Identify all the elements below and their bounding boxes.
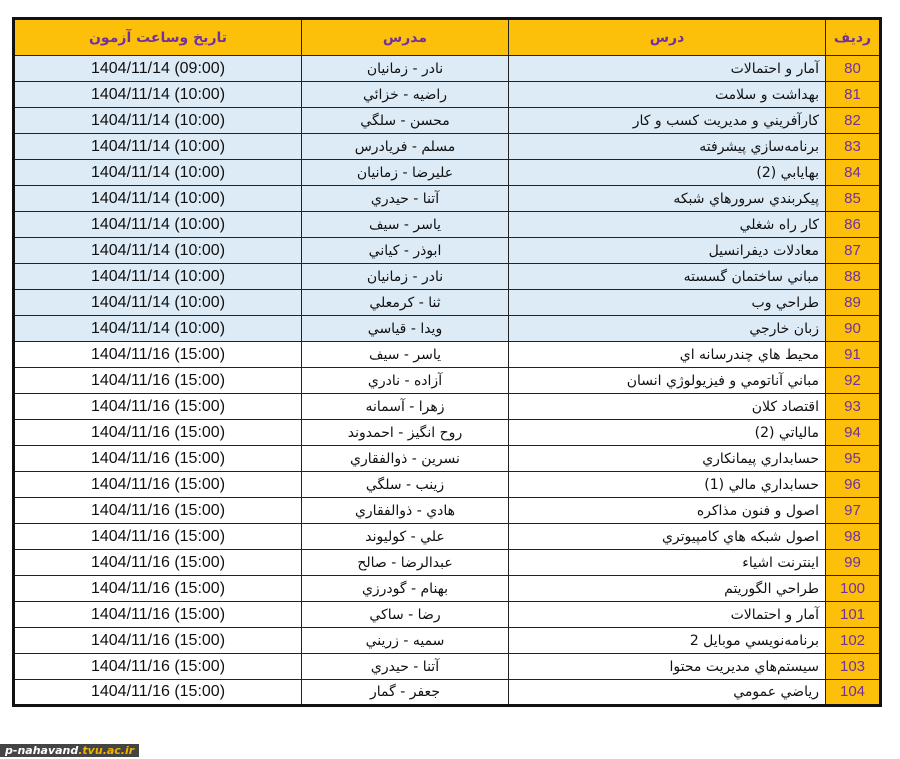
row-number: 96 [826, 472, 881, 498]
exam-datetime: 1404/11/14 (10:00) [14, 264, 302, 290]
course-name: مباني ساختمان گسسته [509, 264, 826, 290]
row-number: 98 [826, 524, 881, 550]
table-row [14, 160, 881, 186]
watermark [0, 744, 139, 757]
teacher-name: ويدا - قياسي [302, 316, 509, 342]
row-number: 90 [826, 316, 881, 342]
teacher-name: روح انگيز - احمدوند [302, 420, 509, 446]
teacher-name: آتنا - حيدري [302, 654, 509, 680]
exam-datetime: 1404/11/16 (15:00) [14, 368, 302, 394]
table-row [14, 134, 881, 160]
teacher-name: محسن - سلگي [302, 108, 509, 134]
table-row [14, 186, 881, 212]
row-number: 91 [826, 342, 881, 368]
teacher-name: نسرين - ذوالفقاري [302, 446, 509, 472]
exam-datetime: 1404/11/16 (15:00) [14, 524, 302, 550]
table-row [14, 550, 881, 576]
exam-datetime: 1404/11/16 (15:00) [14, 394, 302, 420]
exam-datetime: 1404/11/16 (15:00) [14, 342, 302, 368]
table-row [14, 56, 881, 82]
teacher-name: ابوذر - کياني [302, 238, 509, 264]
row-number: 83 [826, 134, 881, 160]
exam-datetime: 1404/11/16 (15:00) [14, 498, 302, 524]
table-row [14, 238, 881, 264]
teacher-name: ياسر - سيف [302, 342, 509, 368]
course-name: آمار و احتمالات [509, 56, 826, 82]
table-row [14, 602, 881, 628]
exam-datetime: 1404/11/16 (15:00) [14, 680, 302, 706]
table-row [14, 446, 881, 472]
table-row [14, 82, 881, 108]
teacher-name: ياسر - سيف [302, 212, 509, 238]
teacher-name: عبدالرضا - صالح [302, 550, 509, 576]
exam-schedule-table [12, 17, 882, 707]
header-row [14, 19, 881, 56]
teacher-name: مسلم - فريادرس [302, 134, 509, 160]
watermark-domain: p-nahavand [5, 744, 79, 757]
table-row [14, 212, 881, 238]
table-row [14, 108, 881, 134]
course-name: حسابداري پيمانکاري [509, 446, 826, 472]
teacher-name: سميه - زريني [302, 628, 509, 654]
exam-datetime: 1404/11/16 (15:00) [14, 576, 302, 602]
table-row [14, 654, 881, 680]
header-date: تاریخ وساعت آزمون [14, 19, 302, 56]
teacher-name: زينب - سلگي [302, 472, 509, 498]
row-number: 88 [826, 264, 881, 290]
teacher-name: هادي - ذوالفقاري [302, 498, 509, 524]
exam-datetime: 1404/11/14 (10:00) [14, 108, 302, 134]
exam-datetime: 1404/11/16 (15:00) [14, 550, 302, 576]
course-name: اقتصاد کلان [509, 394, 826, 420]
teacher-name: علي - کوليوند [302, 524, 509, 550]
course-name: طراحي الگوريتم [509, 576, 826, 602]
teacher-name: راضيه - خزائي [302, 82, 509, 108]
teacher-name: بهنام - گودرزي [302, 576, 509, 602]
row-number: 104 [826, 680, 881, 706]
course-name: حسابداري مالي (1) [509, 472, 826, 498]
row-number: 94 [826, 420, 881, 446]
exam-datetime: 1404/11/16 (15:00) [14, 420, 302, 446]
teacher-name: زهرا - آسمانه [302, 394, 509, 420]
course-name: زبان خارجي [509, 316, 826, 342]
table-row [14, 290, 881, 316]
exam-datetime: 1404/11/14 (10:00) [14, 212, 302, 238]
row-number: 85 [826, 186, 881, 212]
course-name: آمار و احتمالات [509, 602, 826, 628]
row-number: 100 [826, 576, 881, 602]
exam-datetime: 1404/11/14 (10:00) [14, 186, 302, 212]
row-number: 81 [826, 82, 881, 108]
course-name: برنامه‌سازي پيشرفته [509, 134, 826, 160]
teacher-name: رضا - ساکي [302, 602, 509, 628]
course-name: مباني آناتومي و فيزيولوژي انسان [509, 368, 826, 394]
course-name: معادلات ديفرانسيل [509, 238, 826, 264]
table-row [14, 628, 881, 654]
table-row [14, 420, 881, 446]
exam-datetime: 1404/11/16 (15:00) [14, 654, 302, 680]
table-row [14, 498, 881, 524]
exam-datetime: 1404/11/14 (10:00) [14, 134, 302, 160]
course-name: مالياتي (2) [509, 420, 826, 446]
exam-datetime: 1404/11/14 (10:00) [14, 82, 302, 108]
course-name: کار راه شغلي [509, 212, 826, 238]
course-name: برنامه‌نويسي موبايل 2 [509, 628, 826, 654]
course-name: محيط هاي چندرسانه اي [509, 342, 826, 368]
teacher-name: جعفر - گمار [302, 680, 509, 706]
exam-datetime: 1404/11/16 (15:00) [14, 446, 302, 472]
table-row [14, 576, 881, 602]
course-name: کارآفريني و مديريت کسب و کار [509, 108, 826, 134]
row-number: 93 [826, 394, 881, 420]
teacher-name: آزاده - نادري [302, 368, 509, 394]
table-row [14, 316, 881, 342]
row-number: 97 [826, 498, 881, 524]
row-number: 92 [826, 368, 881, 394]
course-name: اصول و فنون مذاکره [509, 498, 826, 524]
header-course: درس [509, 19, 826, 56]
row-number: 89 [826, 290, 881, 316]
course-name: اصول شبکه هاي کامپيوتري [509, 524, 826, 550]
exam-datetime: 1404/11/14 (10:00) [14, 160, 302, 186]
course-name: اينترنت اشياء [509, 550, 826, 576]
exam-datetime: 1404/11/14 (10:00) [14, 290, 302, 316]
table-row [14, 524, 881, 550]
exam-datetime: 1404/11/14 (10:00) [14, 238, 302, 264]
row-number: 84 [826, 160, 881, 186]
course-name: پيکربندي سرورهاي شبکه [509, 186, 826, 212]
table-row [14, 368, 881, 394]
row-number: 101 [826, 602, 881, 628]
row-number: 80 [826, 56, 881, 82]
exam-datetime: 1404/11/16 (15:00) [14, 602, 302, 628]
teacher-name: ثنا - کرمعلي [302, 290, 509, 316]
header-teacher: مدرس [302, 19, 509, 56]
course-name: طراحي وب [509, 290, 826, 316]
table-row [14, 680, 881, 706]
exam-datetime: 1404/11/16 (15:00) [14, 472, 302, 498]
row-number: 95 [826, 446, 881, 472]
row-number: 103 [826, 654, 881, 680]
table-row [14, 472, 881, 498]
row-number: 102 [826, 628, 881, 654]
header-row-number: ردیف [826, 19, 881, 56]
row-number: 99 [826, 550, 881, 576]
exam-datetime: 1404/11/16 (15:00) [14, 628, 302, 654]
watermark-tld: .tvu.ac.ir [78, 744, 135, 757]
course-name: رياضي عمومي [509, 680, 826, 706]
course-name: سيستم‌هاي مديريت محتوا [509, 654, 826, 680]
exam-datetime: 1404/11/14 (10:00) [14, 316, 302, 342]
table-row [14, 394, 881, 420]
exam-datetime: 1404/11/14 (09:00) [14, 56, 302, 82]
teacher-name: نادر - زمانيان [302, 56, 509, 82]
teacher-name: عليرضا - زمانيان [302, 160, 509, 186]
table-row [14, 264, 881, 290]
course-name: بهايابي (2) [509, 160, 826, 186]
teacher-name: نادر - زمانيان [302, 264, 509, 290]
row-number: 82 [826, 108, 881, 134]
row-number: 86 [826, 212, 881, 238]
teacher-name: آتنا - حيدري [302, 186, 509, 212]
row-number: 87 [826, 238, 881, 264]
course-name: بهداشت و سلامت [509, 82, 826, 108]
table-row [14, 342, 881, 368]
